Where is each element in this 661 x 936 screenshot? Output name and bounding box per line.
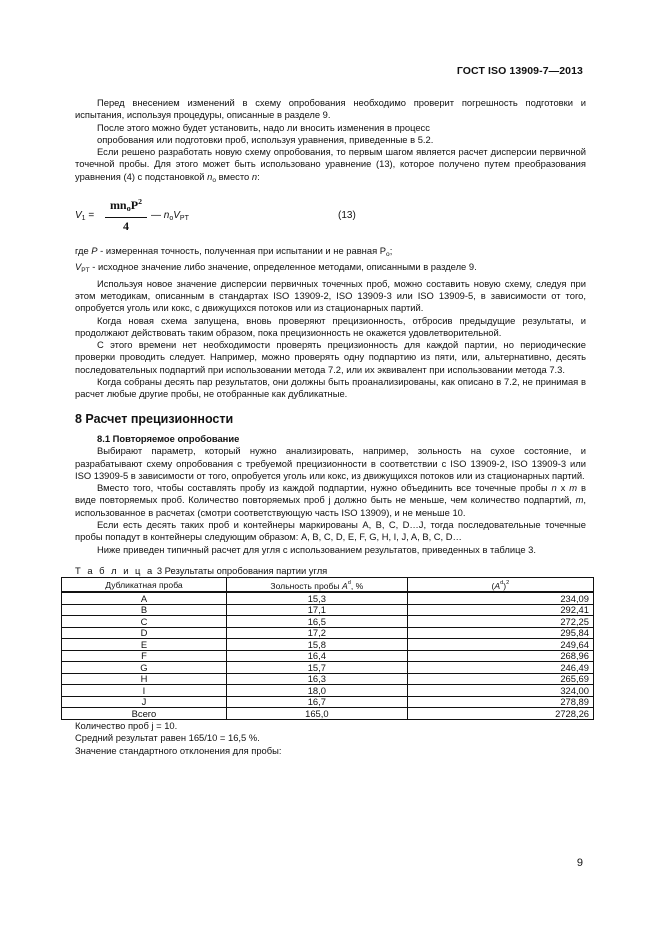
fraction-denominator: 4 — [123, 219, 129, 234]
cell-ash: 165,0 — [226, 708, 407, 720]
variable-n: n — [207, 170, 213, 182]
equation-fraction — [105, 196, 147, 233]
where-text: - измеренная точность, полученная при испытании и не равная P — [100, 245, 387, 257]
table-row — [62, 696, 594, 708]
subscript: 1 — [81, 215, 86, 223]
superscript: d — [347, 580, 351, 587]
cell-sample: H — [62, 673, 227, 685]
subscript: o — [126, 204, 131, 214]
subsection-title: 8.1 Повторяемое опробование — [97, 432, 240, 444]
variable-m: m — [575, 494, 584, 506]
superscript: d — [500, 580, 504, 587]
subscript: o — [169, 215, 174, 223]
cell-ash-squared: 295,84 — [407, 627, 593, 639]
where-clause-p — [75, 245, 586, 261]
paragraph-new-scheme — [75, 146, 586, 187]
table-caption-text: 3 Результаты опробования партии угля — [156, 564, 328, 576]
variable-n: n — [163, 210, 170, 222]
paragraph-text: должно быть не меньше, чем количество подпартий, — [334, 494, 572, 506]
header-ash-squared — [407, 578, 593, 593]
cell-ash-squared: 292,41 — [407, 604, 593, 616]
cell-sample: D — [62, 627, 227, 639]
paren: ( — [491, 581, 495, 592]
subscript: o — [386, 251, 390, 259]
cell-ash-squared: 272,25 — [407, 616, 593, 628]
equals-sign: = — [85, 210, 95, 222]
subscript: PT — [179, 215, 189, 223]
cell-ash: 15,7 — [226, 662, 407, 674]
table-row — [62, 639, 594, 651]
header-text: Зольность пробы — [270, 581, 340, 592]
paragraph-typical-calc: Ниже приведен типичный расчет для угля с использованием результатов, приведенных в таблице 3. — [97, 543, 536, 555]
equation-number: (13) — [338, 210, 356, 222]
table-row — [62, 616, 594, 628]
subscript: o — [212, 176, 217, 184]
cell-ash-squared: 268,96 — [407, 650, 593, 662]
header-ash-content — [226, 578, 407, 593]
table-caption-label: Т а б л и ц а — [75, 564, 155, 576]
cell-ash-squared: 278,89 — [407, 696, 593, 708]
cell-ash: 15,8 — [226, 639, 407, 651]
cell-ash: 17,1 — [226, 604, 407, 616]
where-prefix: где — [75, 245, 89, 257]
cell-sample: E — [62, 639, 227, 651]
header-duplicate-sample: Дубликатная проба — [62, 578, 227, 593]
cell-ash-squared: 2728,26 — [407, 708, 593, 720]
cell-ash-squared: 324,00 — [407, 685, 593, 697]
punctuation: : — [257, 170, 260, 182]
cell-sample: Всего — [62, 708, 227, 720]
cell-ash: 16,7 — [226, 696, 407, 708]
table-header-row — [62, 578, 594, 593]
page-content — [75, 97, 589, 757]
paragraph-establish-changes-cont: опробования или подготовки проб, используя уравнения, приведенные в 5.2. — [97, 133, 434, 145]
table-row — [62, 662, 594, 674]
cell-ash-squared: 246,49 — [407, 662, 593, 674]
std-deviation-intro: Значение стандартного отклонения для пробы: — [75, 744, 282, 756]
cell-sample: I — [62, 685, 227, 697]
cell-sample: A — [62, 592, 227, 604]
table-row — [62, 650, 594, 662]
paragraph-ten-pairs: Когда собраны десять пар результатов, они должны быть проанализированы, как описано в 7.2, не принимая в расчет любые другие пробы, не отобранные как дубликатные. — [75, 376, 586, 400]
equation-rhs — [151, 210, 189, 225]
cell-ash: 16,4 — [226, 650, 407, 662]
where-text: - исходное значение либо значение, определенное методами, описанными в разделе 9. — [92, 261, 477, 273]
document-code-header: ГОСТ ISO 13909-7—2013 — [456, 65, 583, 77]
equation-13 — [75, 195, 586, 239]
table-row — [62, 685, 594, 697]
table-row — [62, 673, 594, 685]
variable-n: n — [551, 482, 557, 494]
paragraph-check-error: Перед внесением изменений в схему опробования необходимо проверит погрешность подготовки и испытания, используя процедуры, описанные в разделе 9. — [75, 97, 586, 121]
paragraph-text: Если решено разработать новую схему опробования, то первым шагом является расчет дисперсии первичной точечной пробы. Для этого может быть использовано уравнение (13), которое получено путем преобразования уравнения (4) с подстановкой — [75, 146, 586, 182]
paragraph-periodic-check: С этого времени нет необходимости проверять прецизионность для каждой партии, но периодические проверки проводить следует. Например, можно проверять одну подпартию из пяти, или, альтернативно, десять последовательных подпартий при использовании метода 7.2, или их эквивалент при использовании метода 7.3. — [75, 339, 586, 375]
paragraph-text: После этого можно будет установить, надо ли вносить изменения в процесс — [97, 121, 430, 133]
numerator-p: P — [130, 198, 139, 213]
variable-p: P — [91, 245, 98, 257]
cell-ash: 16,5 — [226, 616, 407, 628]
paragraph-text: в виде повторяемых проб. Количество повторяемых проб — [75, 482, 586, 506]
paragraph-recheck: Когда новая схема запущена, вновь проверяют прецизионность, отбросив предыдущие результаты, и продолжают действовать таким образом, пока прецизионность не окажется удовлетворительной. — [75, 314, 586, 338]
cell-ash: 16,3 — [226, 673, 407, 685]
paragraph-containers: Если есть десять таких проб и контейнеры маркированы А, В, С, D…J, тогда последовательные точечные пробы попадут в контейнеры следующим образом: А, В, С, D, E, F, G, H, I, J, A, B, C, D… — [75, 519, 586, 543]
subscript: PT — [81, 267, 90, 275]
paragraph-text: , использованное в расчетах (смотри соответствующую часть ISO 13909), и не меньше 10. — [75, 494, 587, 518]
paragraph-new-variance: Используя новое значение дисперсии первичных точечных проб, можно составить новую схему, следуя при этом методикам, описанным в стандартах ISO 13909-2, ISO 13909-3 или ISO 13909-5, в зависимости от того, опробуется уголь или кокс, с движущихся потоков или из стационарных партий. — [75, 277, 586, 314]
table-caption — [75, 565, 586, 577]
superscript: 2 — [138, 197, 143, 207]
variable-v: V — [173, 210, 180, 222]
cell-ash-squared: 234,09 — [407, 592, 593, 604]
table-row — [62, 627, 594, 639]
variable-n: n — [251, 170, 258, 182]
cell-ash: 17,2 — [226, 627, 407, 639]
paragraph-text: вместо — [218, 170, 250, 182]
where-clause-vpt — [75, 261, 586, 277]
fraction-numerator — [105, 196, 147, 218]
cell-sample: G — [62, 662, 227, 674]
paren: ) — [503, 581, 507, 592]
table-body — [62, 592, 594, 719]
page-number: 9 — [576, 857, 583, 869]
cell-sample: J — [62, 696, 227, 708]
section-title: 8 Расчет прецизионности — [75, 411, 234, 426]
cell-ash: 18,0 — [226, 685, 407, 697]
variable-v: V — [75, 210, 82, 222]
times-sign: x — [556, 482, 570, 494]
variable-v: V — [75, 261, 82, 273]
variable-j: j — [328, 494, 331, 506]
variable-m: m — [569, 482, 578, 494]
superscript: 2 — [506, 580, 510, 587]
cell-sample: C — [62, 616, 227, 628]
table-row — [62, 604, 594, 616]
variable-a: A — [494, 581, 501, 592]
cell-sample: B — [62, 604, 227, 616]
equation-lhs — [75, 210, 94, 225]
sample-count: Количество проб j = 10. — [75, 719, 178, 731]
table-row — [62, 592, 594, 604]
cell-ash: 15,3 — [226, 592, 407, 604]
cell-ash-squared: 249,64 — [407, 639, 593, 651]
numerator-text: mn — [109, 198, 127, 213]
paragraph-text: Вместо того, чтобы составлять пробу из каждой подпартии, нужно объединить все точечные пробы — [97, 482, 548, 494]
paragraph-establish-changes — [75, 122, 586, 134]
cell-sample: F — [62, 650, 227, 662]
mean-result: Средний результат равен 165/10 = 16,5 %. — [75, 732, 260, 744]
paragraph-combine-samples — [75, 482, 586, 519]
header-unit: , % — [350, 581, 364, 592]
table-row — [62, 708, 594, 720]
variable-a: A — [342, 581, 348, 592]
cell-ash-squared: 265,69 — [407, 673, 593, 685]
punctuation: ; — [389, 245, 393, 257]
paragraph-choose-parameter: Выбирают параметр, который нужно анализировать, например, зольность на сухое состояние, и разрабатывают схему опробования с требуемой прецизионности в соответствии с ISO 13909-2, ISO 13909-3 или ISO 13909-5 в зависимости от того, опробуется уголь или кокс, из движущихся потоков или из стационарных партий. — [75, 445, 586, 481]
table-3-coal-sampling — [61, 577, 594, 720]
minus-sign: — — [151, 210, 161, 222]
